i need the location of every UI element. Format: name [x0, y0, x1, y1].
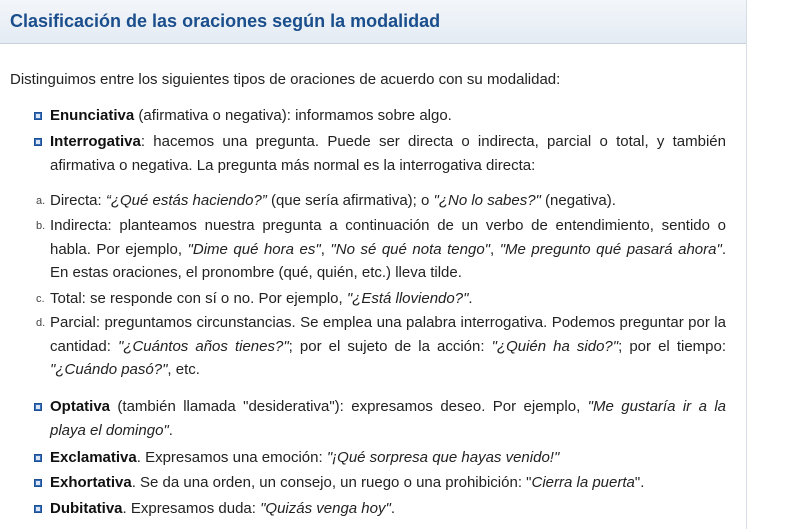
list-item: [36, 214, 726, 285]
text: Total: se responde con sí o no. Por ejemplo,: [50, 290, 347, 307]
example: "Quizás venga hoy": [260, 500, 391, 517]
example: "¿Cuándo pasó?": [50, 361, 168, 378]
text: ,: [320, 240, 331, 258]
list-item: [50, 497, 726, 521]
square-bullet-icon: [34, 138, 42, 146]
list-marker: d.: [36, 317, 46, 329]
list-marker: a.: [36, 195, 46, 207]
list-item: [50, 446, 726, 470]
example: “¿Qué estás haciendo?”: [105, 192, 267, 209]
term: Dubitativa: [50, 500, 123, 517]
text: , etc.: [167, 361, 200, 378]
example: "Dime qué hora es": [187, 240, 321, 258]
text: .: [168, 421, 173, 439]
definition: (también llamada "desiderativa"): expresamos deseo. Por ejemplo,: [110, 398, 588, 415]
page-title: Clasificación de las oraciones según la modalidad: [10, 11, 441, 31]
square-bullet-icon: [34, 403, 42, 411]
intro-text: Distinguimos entre los siguientes tipos de oraciones de acuerdo con su modalidad:: [10, 71, 561, 88]
example: "¿No lo sabes?": [433, 192, 541, 209]
definition: . Se da una orden, un consejo, un ruego o una prohibición: ": [131, 474, 532, 491]
list-item: [36, 311, 727, 382]
example: "¿Cuántos años tienes?": [117, 337, 289, 355]
term: Optativa: [50, 398, 111, 415]
definition: . Expresamos duda:: [122, 500, 261, 517]
term: Enunciativa: [50, 107, 135, 124]
square-bullet-icon: [34, 505, 42, 513]
example: Cierra la puerta: [531, 474, 635, 491]
text: Indirecta: planteamos nuestra pregunta a continuación de un verbo de entendimiento, sentido o habla. Por ejemplo,: [50, 217, 726, 258]
term: Exhortativa: [50, 474, 132, 491]
list-item: [36, 189, 726, 213]
definition: . Expresamos una emoción:: [136, 449, 327, 466]
square-bullet-icon: [34, 479, 42, 487]
term: Interrogativa: [50, 133, 141, 150]
text: ; por el sujeto de la acción:: [288, 337, 492, 355]
text: (que sería afirmativa); o: [266, 192, 434, 209]
definition: (afirmativa o negativa): informamos sobre algo.: [134, 107, 452, 124]
text: (negativa).: [540, 192, 616, 209]
list-item: [50, 471, 726, 495]
example: "Me pregunto qué pasará ahora": [499, 240, 722, 258]
list-item: [50, 395, 726, 442]
text: Directa:: [50, 192, 106, 209]
square-bullet-icon: [34, 112, 42, 120]
example: "¿Quién ha sido?": [491, 337, 619, 355]
text: .: [390, 500, 395, 517]
text: ,: [489, 240, 500, 258]
definition: : hacemos una pregunta. Puede ser directa o indirecta, parcial o total, y también afirmativa o negativa. La pregunta más normal es la interrogativa directa:: [50, 133, 726, 174]
square-bullet-icon: [34, 454, 42, 462]
list-item: [36, 287, 726, 311]
list-item: [50, 130, 726, 177]
list-item: [50, 104, 726, 128]
list-marker: b.: [36, 220, 46, 232]
content-border: [746, 0, 747, 529]
example: "¿Está lloviendo?": [346, 290, 469, 307]
text: . En estas oraciones, el pronombre (qué, quién, etc.) lleva tilde.: [50, 240, 726, 281]
section-header: [0, 0, 746, 44]
example: "¡Qué sorpresa que hayas venido!": [326, 449, 560, 466]
text: Parcial: preguntamos circunstancias. Se emplea una palabra interrogativa. Podemos preguntar por la cantidad:: [50, 314, 726, 355]
example: "Me gustaría ir a la playa el domingo": [50, 398, 726, 439]
term: Exclamativa: [50, 449, 137, 466]
example: "No sé qué nota tengo": [330, 240, 490, 258]
text: ; por el tiempo:: [618, 337, 727, 355]
text: ".: [634, 474, 645, 491]
text: .: [468, 290, 473, 307]
list-marker: c.: [36, 293, 45, 305]
